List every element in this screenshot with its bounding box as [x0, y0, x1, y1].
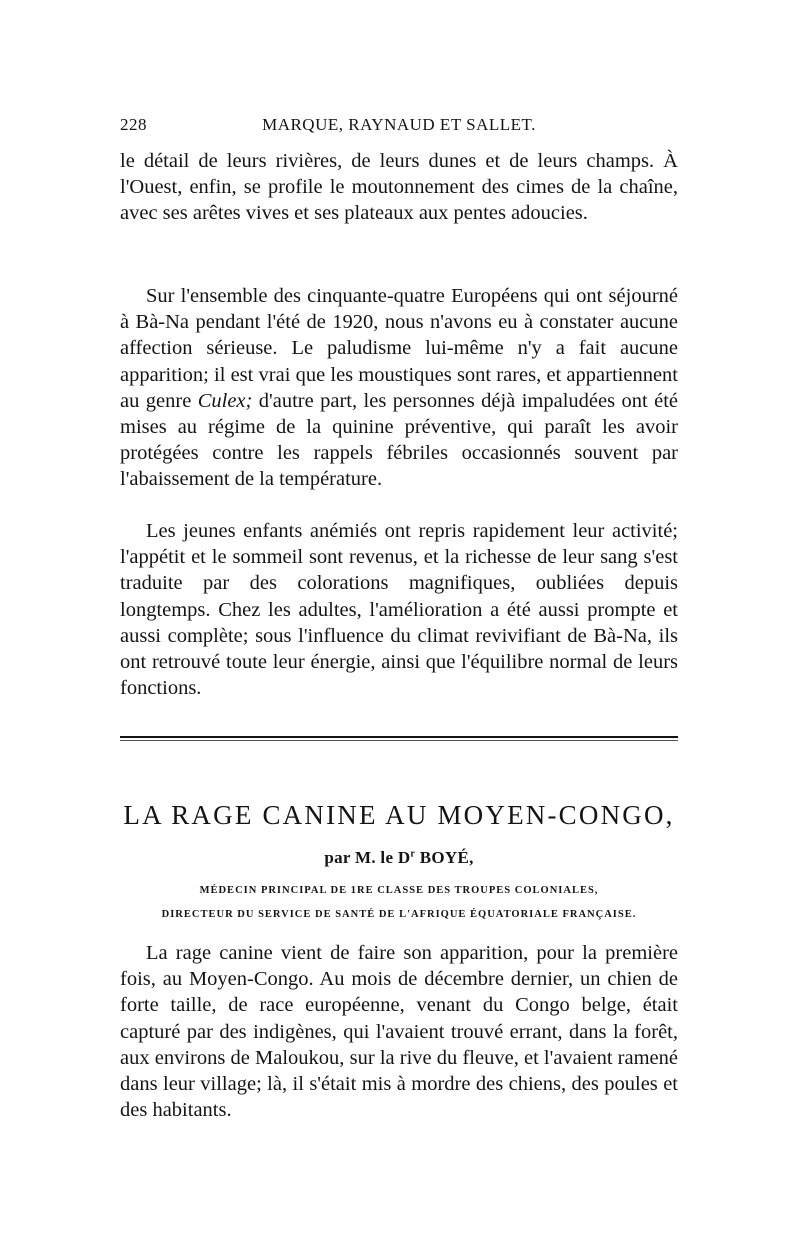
paragraph-continuation: le détail de leurs rivières, de leurs dunes et de leurs champs. À l'Ouest, enfin, se profile le moutonnement des cimes de la chaîne, avec ses arêtes vives et ses plateaux aux pentes adoucies. [120, 150, 678, 225]
page-number: 228 [120, 115, 147, 134]
running-title: MARQUE, RAYNAUD ET SALLET. [262, 115, 536, 134]
byline-prefix: par M. le D [324, 848, 411, 867]
author-byline [120, 848, 678, 868]
byline-superscript: r [410, 848, 416, 860]
author-name: BOYÉ, [415, 848, 474, 867]
running-header [120, 115, 678, 139]
paragraph-rabies-arrival: La rage canine vient de faire son apparition, pour la première fois, au Moyen-Congo. Au mois de décembre dernier, un chien de forte taille, de race européenne, venant du Congo belge, était capturé par des indigènes, qui l'avaient trouvé errant, dans la forêt, aux environs de Maloukou, sur la rive du fleuve, et l'avaient ramené dans leur village; là, il s'était mis à mordre des chiens, des poules et des habitants. [120, 942, 678, 1122]
p2-text-before: Sur l'ensemble des cinquante-quatre Européens qui ont séjourné à Bà-Na pendant l'été de 1920, nous n'avons eu à constater aucune affection sérieuse. Le paludisme lui-même n'y a fait aucune apparition; il est vrai que les moustiques sont rares, et appartiennent au genre [120, 285, 678, 412]
paragraph-europeans-health [120, 283, 678, 493]
article-title: LA RAGE CANINE AU MOYEN-CONGO, [123, 800, 675, 830]
p2-text-after: d'autre part, les personnes déjà impaludées ont été mises au régime de la quinine préventive, qui paraît les avoir protégées contre les rappels fébriles occasionnés souvent par l'abaissement de la température. [120, 389, 678, 491]
author-credential-position: DIRECTEUR DU SERVICE DE SANTÉ DE L'AFRIQUE ÉQUATORIALE FRANÇAISE. [161, 909, 637, 920]
author-credential-rank: MÉDECIN PRINCIPAL DE 1RE CLASSE DES TROUPES COLONIALES, [199, 885, 599, 896]
paragraph-children-recovery: Les jeunes enfants anémiés ont repris rapidement leur activité; l'appétit et le sommeil sont revenus, et la richesse de leur sang s'est traduite par des colorations magnifiques, oubliées depuis longtemps. Chez les adultes, l'amélioration a été aussi prompte et aussi complète; sous l'influence du climat revivifiant de Bà-Na, ils ont retrouvé toute leur énergie, ainsi que l'équilibre normal de leurs fonctions. [120, 520, 678, 700]
genus-culex: Culex; [197, 389, 253, 412]
section-divider [120, 736, 678, 738]
